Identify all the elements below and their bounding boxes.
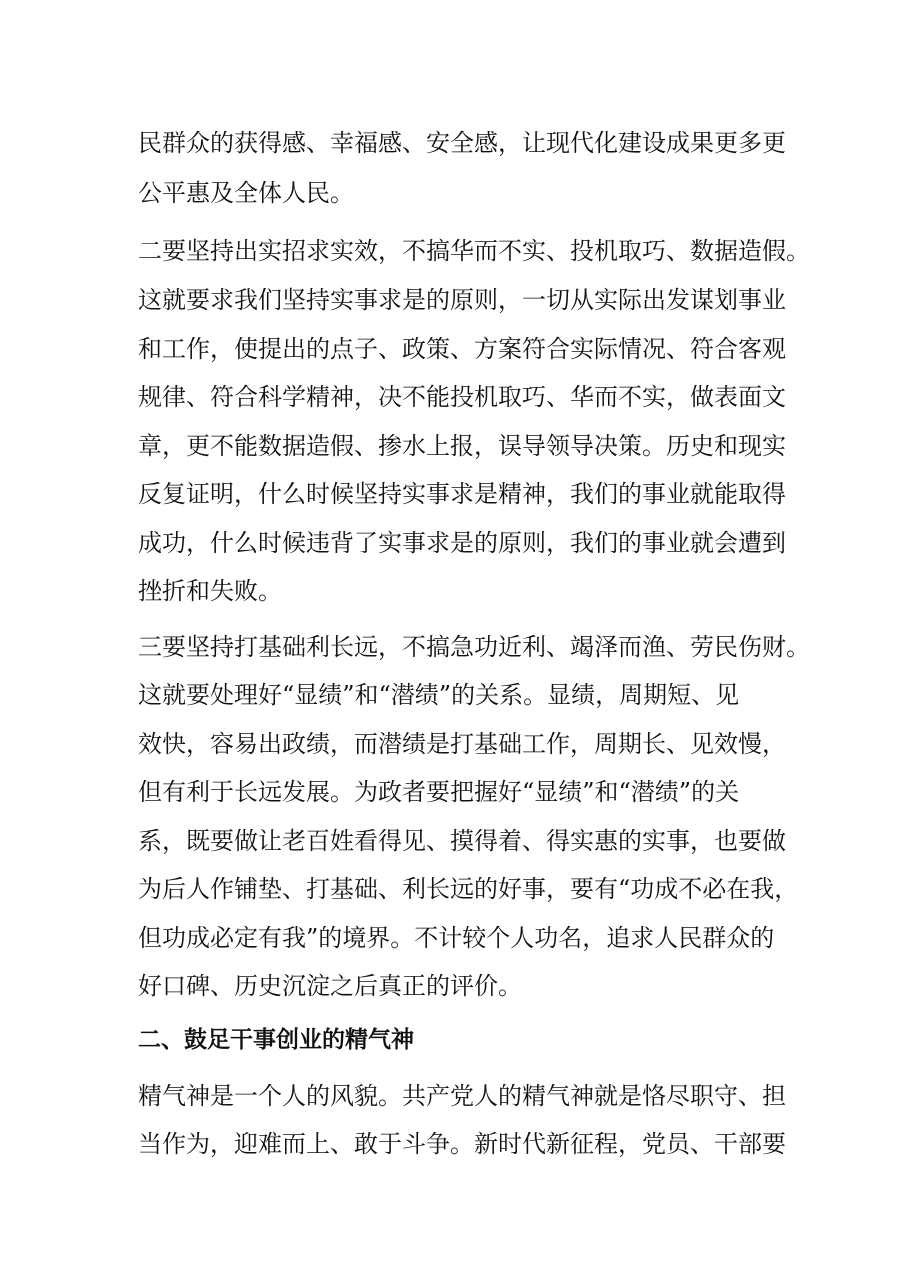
paragraph-line: 成功，什么时候违背了实事求是的原则，我们的事业就会遭到: [138, 529, 786, 557]
paragraph-line: 二要坚持出实招求实效，不搞华而不实、投机取巧、数据造假。: [138, 237, 810, 265]
paragraph-line: 精气神是一个人的风貌。共产党人的精气神就是恪尽职守、担: [138, 1082, 786, 1110]
paragraph-line: 效快，容易出政绩，而潜绩是打基础工作，周期长、见效慢，: [138, 730, 786, 758]
section-heading: 二、鼓足干事创业的精气神: [138, 1027, 414, 1053]
paragraph-line: 公平惠及全体人民。: [138, 179, 354, 207]
paragraph-line: 规律、符合科学精神，决不能投机取巧、华而不实，做表面文: [138, 383, 786, 411]
paragraph-line: 为后人作铺垫、打基础、利长远的好事，要有“功成不必在我，: [138, 875, 799, 903]
paragraph-line: 当作为，迎难而上、敢于斗争。新时代新征程，党员、干部要: [138, 1130, 786, 1158]
paragraph-line: 好口碑、历史沉淀之后真正的评价。: [138, 972, 522, 1000]
paragraph-line: 三要坚持打基础利长远，不搞急功近利、竭泽而渔、劳民伤财。: [138, 633, 810, 661]
paragraph-line: 和工作，使提出的点子、政策、方案符合实际情况、符合客观: [138, 335, 786, 363]
paragraph-line: 但有利于长远发展。为政者要把握好“显绩”和“潜绩”的关: [138, 778, 740, 806]
paragraph-line: 挫折和失败。: [138, 577, 282, 605]
paragraph-line: 民群众的获得感、幸福感、安全感，让现代化建设成果更多更: [138, 129, 786, 157]
paragraph-line: 这就要求我们坚持实事求是的原则，一切从实际出发谋划事业: [138, 286, 786, 314]
paragraph-line: 系，既要做让老百姓看得见、摸得着、得实惠的实事，也要做: [138, 827, 786, 855]
paragraph-line: 反复证明，什么时候坚持实事求是精神，我们的事业就能取得: [138, 480, 786, 508]
paragraph-line: 这就要处理好“显绩”和“潜绩”的关系。显绩，周期短、见: [138, 681, 740, 709]
paragraph-line: 章，更不能数据造假、掺水上报，误导领导决策。历史和现实: [138, 432, 786, 460]
paragraph-line: 但功成必定有我”的境界。不计较个人功名，追求人民群众的: [138, 924, 775, 952]
